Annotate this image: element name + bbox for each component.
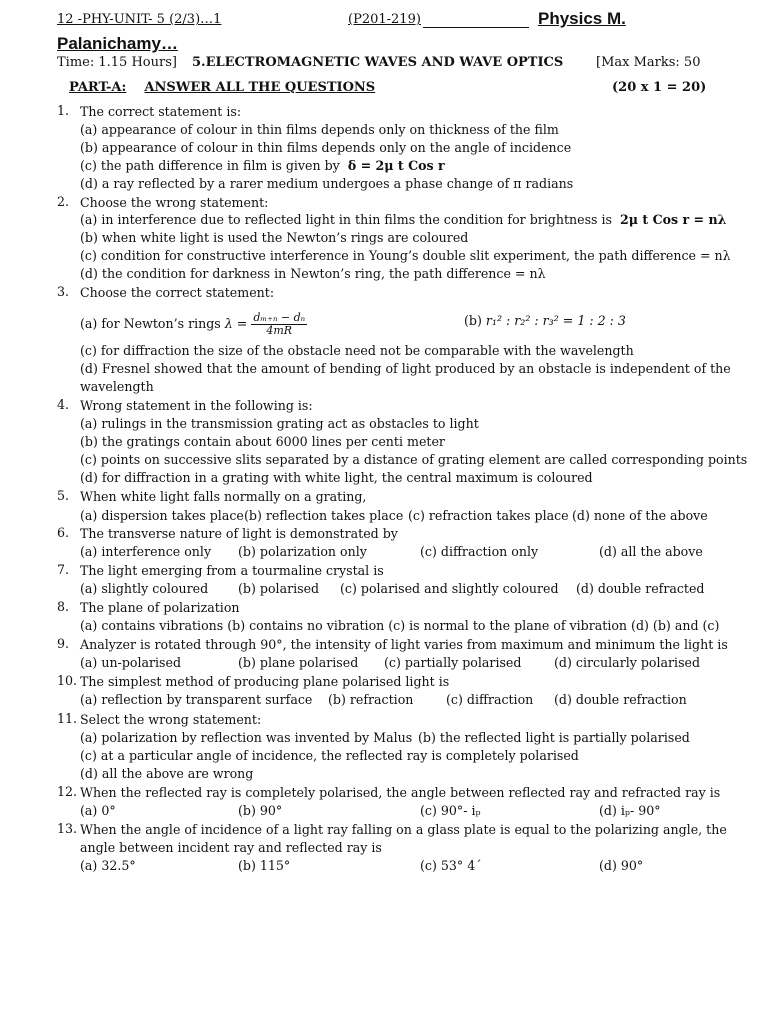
option <box>80 157 445 175</box>
question-stem: Wrong statement in the following is: <box>80 398 313 413</box>
page-range: (P201-219) <box>348 12 421 27</box>
question-number: 1. <box>57 103 70 118</box>
option-b: (b) refraction <box>328 692 414 707</box>
lambda-symbol: λ = <box>224 316 248 331</box>
option-d: (d) double refracted <box>576 581 705 596</box>
option-c: (c) polarised and slightly coloured <box>340 581 559 596</box>
question-stem: Choose the correct statement: <box>80 285 275 300</box>
author-name-part2: Palanichamy… <box>57 34 178 53</box>
brightness-formula: 2μ t Cos r = nλ <box>620 212 727 227</box>
question-number: 7. <box>57 562 70 577</box>
question-stem: Select the wrong statement: <box>80 712 262 727</box>
option-b: (b) reflection takes place <box>244 508 404 523</box>
option-c: (c) diffraction only <box>420 544 539 559</box>
option-d: (d) all the above <box>599 544 703 559</box>
option-a: (a) polarization by reflection was invented by Malus <box>80 730 413 745</box>
question-stem: Choose the wrong statement: <box>80 195 269 210</box>
option: (d) Fresnel showed that the amount of bending of light produced by an obstacle is independent of the <box>80 361 731 376</box>
author-name-part1: Physics M. <box>538 9 626 28</box>
question-stem: The transverse nature of light is demonstrated by <box>80 526 398 541</box>
option-continued: wavelength <box>80 379 154 394</box>
path-difference-formula: δ = 2μ t Cos r <box>347 158 445 173</box>
question-number: 12. <box>57 784 78 799</box>
option-a: (a) 32.5° <box>80 858 136 873</box>
time-allowed: Time: 1.15 Hours] <box>57 55 177 70</box>
option-a: (a) 0° <box>80 803 116 818</box>
question-stem: Analyzer is rotated through 90°, the intensity of light varies from maximum and minimum the light is <box>80 637 728 652</box>
header-underline <box>423 12 529 28</box>
question-stem: The correct statement is: <box>80 104 242 119</box>
marks-scheme: (20 x 1 = 20) <box>612 80 707 95</box>
question-number: 6. <box>57 525 70 540</box>
option: (c) points on successive slits separated by a distance of grating element are called corresponding points <box>80 452 748 467</box>
question-stem: The plane of polarization <box>80 600 240 615</box>
question-stem: The simplest method of producing plane polarised light is <box>80 674 450 689</box>
option-d: (d) 90° <box>599 858 644 873</box>
option: (c) at a particular angle of incidence, the reflected ray is completely polarised <box>80 748 579 763</box>
question-number: 5. <box>57 488 70 503</box>
option-b: (b) polarised <box>238 581 320 596</box>
option: (d) all the above are wrong <box>80 766 254 781</box>
newton-rings-fraction <box>251 312 307 337</box>
option <box>464 312 626 330</box>
part-instruction: ANSWER ALL THE QUESTIONS <box>144 80 376 95</box>
option-d: (d) circularly polarised <box>554 655 701 670</box>
option-a: (a) reflection by transparent surface <box>80 692 313 707</box>
question-stem: The light emerging from a tourmaline crystal is <box>80 563 384 578</box>
option: (a) appearance of colour in thin films depends only on thickness of the film <box>80 122 559 137</box>
option-b: (b) 115° <box>238 858 291 873</box>
question-number: 3. <box>57 284 70 299</box>
option-c: (c) refraction takes place <box>408 508 569 523</box>
max-marks: [Max Marks: 50 <box>596 55 701 70</box>
question-stem: When white light falls normally on a grating, <box>80 489 367 504</box>
unit-title: 5.ELECTROMAGNETIC WAVES AND WAVE OPTICS <box>192 55 564 70</box>
question-number: 9. <box>57 636 70 651</box>
option: (d) a ray reflected by a rarer medium undergoes a phase change of π radians <box>80 176 574 191</box>
options-row: (a) contains vibrations (b) contains no vibration (c) is normal to the plane of vibration (d) (b) and (c) <box>80 618 720 633</box>
option-text: (a) for Newton’s rings <box>80 316 221 331</box>
option-a: (a) slightly coloured <box>80 581 209 596</box>
option-c: (c) 53° 4´ <box>420 858 482 873</box>
option-c: (c) partially polarised <box>384 655 522 670</box>
option-d: (d) double refraction <box>554 692 687 707</box>
question-number: 11. <box>57 711 78 726</box>
option: (a) rulings in the transmission grating act as obstacles to light <box>80 416 479 431</box>
option-c: (c) 90°- iₚ <box>420 803 481 818</box>
question-number: 10. <box>57 673 78 688</box>
question-stem: When the reflected ray is completely polarised, the angle between reflected ray and refracted ray is <box>80 785 721 800</box>
option: (c) condition for constructive interference in Young’s double slit experiment, the path difference = nλ <box>80 248 731 263</box>
option-a: (a) un-polarised <box>80 655 182 670</box>
option: (d) the condition for darkness in Newton’s ring, the path difference = nλ <box>80 266 546 281</box>
option: (b) the gratings contain about 6000 lines per centi meter <box>80 434 445 449</box>
option-text: (c) the path difference in film is given by <box>80 158 340 173</box>
option: (c) for diffraction the size of the obstacle need not be comparable with the wavelength <box>80 343 634 358</box>
option-text: (a) in interference due to reflected light in thin films the condition for brightness is <box>80 212 613 227</box>
option-a: (a) interference only <box>80 544 212 559</box>
option: (d) for diffraction in a grating with white light, the central maximum is coloured <box>80 470 593 485</box>
option-d: (d) iₚ- 90° <box>599 803 661 818</box>
option <box>80 312 307 337</box>
question-number: 4. <box>57 397 70 412</box>
option <box>80 211 726 229</box>
option-b: (b) the reflected light is partially polarised <box>418 730 690 745</box>
option-b: (b) 90° <box>238 803 283 818</box>
question-stem: When the angle of incidence of a light ray falling on a glass plate is equal to the polarizing angle, the <box>80 822 727 837</box>
question-number: 8. <box>57 599 70 614</box>
question-stem-continued: angle between incident ray and reflected ray is <box>80 840 382 855</box>
option-d: (d) none of the above <box>572 508 708 523</box>
question-number: 2. <box>57 194 70 209</box>
option: (b) when white light is used the Newton’s rings are coloured <box>80 230 469 245</box>
fraction-numerator: dₘ₊ₙ − dₙ <box>253 311 306 324</box>
option-a: (a) dispersion takes place <box>80 508 244 523</box>
part-label: PART-A: <box>69 80 127 95</box>
option: (b) appearance of colour in thin films depends only on the angle of incidence <box>80 140 572 155</box>
option-b: (b) plane polarised <box>238 655 359 670</box>
part-heading <box>69 80 375 95</box>
paper-code: 12 -PHY-UNIT- 5 (2/3)…1 <box>57 12 222 27</box>
fraction-denominator: 4mR <box>266 324 293 337</box>
option-c: (c) diffraction <box>446 692 534 707</box>
option-text: (b) <box>464 313 482 328</box>
question-number: 13. <box>57 821 78 836</box>
option-b: (b) polarization only <box>238 544 367 559</box>
radii-ratio-formula: r₁² : r₂² : r₃² = 1 : 2 : 3 <box>485 313 626 328</box>
